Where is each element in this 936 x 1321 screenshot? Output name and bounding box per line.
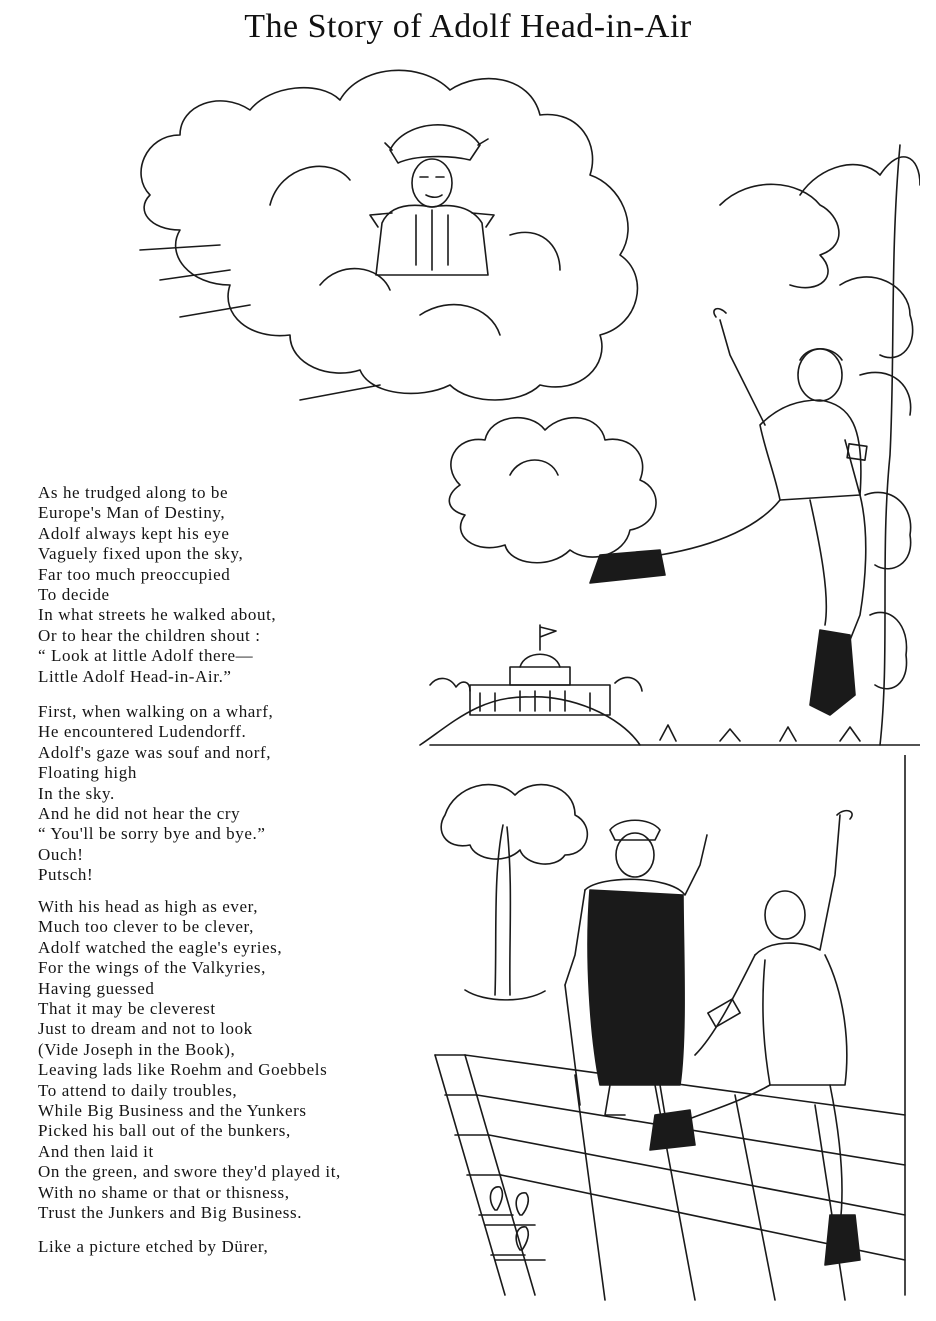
poem-line: Adolf watched the eagle's eyries, <box>38 937 283 957</box>
poem-line: Leaving lads like Roehm and Goebbels <box>38 1060 328 1080</box>
cloud-large <box>140 70 637 400</box>
poem-line: Picked his ball out of the bunkers, <box>38 1121 291 1141</box>
bottom-illustration <box>425 755 925 1315</box>
poem-line: Floating high <box>38 763 137 783</box>
poem-line: To decide <box>38 585 110 605</box>
poem-line: (Vide Joseph in the Book), <box>38 1039 236 1059</box>
poem-line: To attend to daily troubles, <box>38 1080 238 1100</box>
poem-line: Trust the Junkers and Big Business. <box>38 1203 303 1223</box>
poem-line: Europe's Man of Destiny, <box>38 503 226 523</box>
page-title: The Story of Adolf Head-in-Air <box>244 8 692 45</box>
poem-line: Ouch! <box>38 844 84 864</box>
cloud-small <box>449 418 656 563</box>
top-illustration <box>120 55 920 755</box>
poem-line: That it may be cleverest <box>38 999 216 1019</box>
tree-left <box>441 785 587 1000</box>
reichstag-building <box>420 625 642 745</box>
poem-stanza-4 <box>38 1237 418 1257</box>
poem-line: As he trudged along to be <box>38 483 229 502</box>
poem-stanza-3 <box>38 897 418 1224</box>
ducks-in-water <box>485 1187 545 1260</box>
poem-line: Or to hear the children shout : <box>38 625 261 645</box>
poem-line: With his head as high as ever, <box>38 897 259 916</box>
poem-line: On the green, and swore they'd played it, <box>38 1162 341 1182</box>
poem-line: Having guessed <box>38 978 155 998</box>
poem-line: First, when walking on a wharf, <box>38 702 274 721</box>
poem-line: Vaguely fixed upon the sky, <box>38 544 244 564</box>
poem-line: In the sky. <box>38 783 115 803</box>
poem-line: And he did not hear the cry <box>38 804 241 824</box>
poem-line: While Big Business and the Yunkers <box>38 1101 307 1121</box>
poem-line: Adolf's gaze was souf and norf, <box>38 742 272 762</box>
poem-line: Like a picture etched by Dürer, <box>38 1237 269 1256</box>
poem-line: With no shame or that or thisness, <box>38 1182 290 1202</box>
adolf-figure-reaching <box>590 309 867 715</box>
poem-line: He encountered Ludendorff. <box>38 722 247 742</box>
poem-line: Just to dream and not to look <box>38 1019 253 1039</box>
poem-line: “ Look at little Adolf there— <box>38 646 254 666</box>
poem-line: In what streets he walked about, <box>38 605 277 625</box>
poem-line: Putsch! <box>38 865 94 885</box>
napoleon-figure <box>370 125 494 275</box>
poem-line: For the wings of the Valkyries, <box>38 958 266 978</box>
poem-line: Adolf always kept his eye <box>38 523 230 543</box>
poem-line: Far too much preoccupied <box>38 564 231 584</box>
poem-line: Little Adolf Head-in-Air.” <box>38 666 232 686</box>
poem-line: And then laid it <box>38 1141 154 1161</box>
poem-line: “ You'll be sorry bye and bye.” <box>38 824 266 844</box>
poem-line: Much too clever to be clever, <box>38 917 254 937</box>
